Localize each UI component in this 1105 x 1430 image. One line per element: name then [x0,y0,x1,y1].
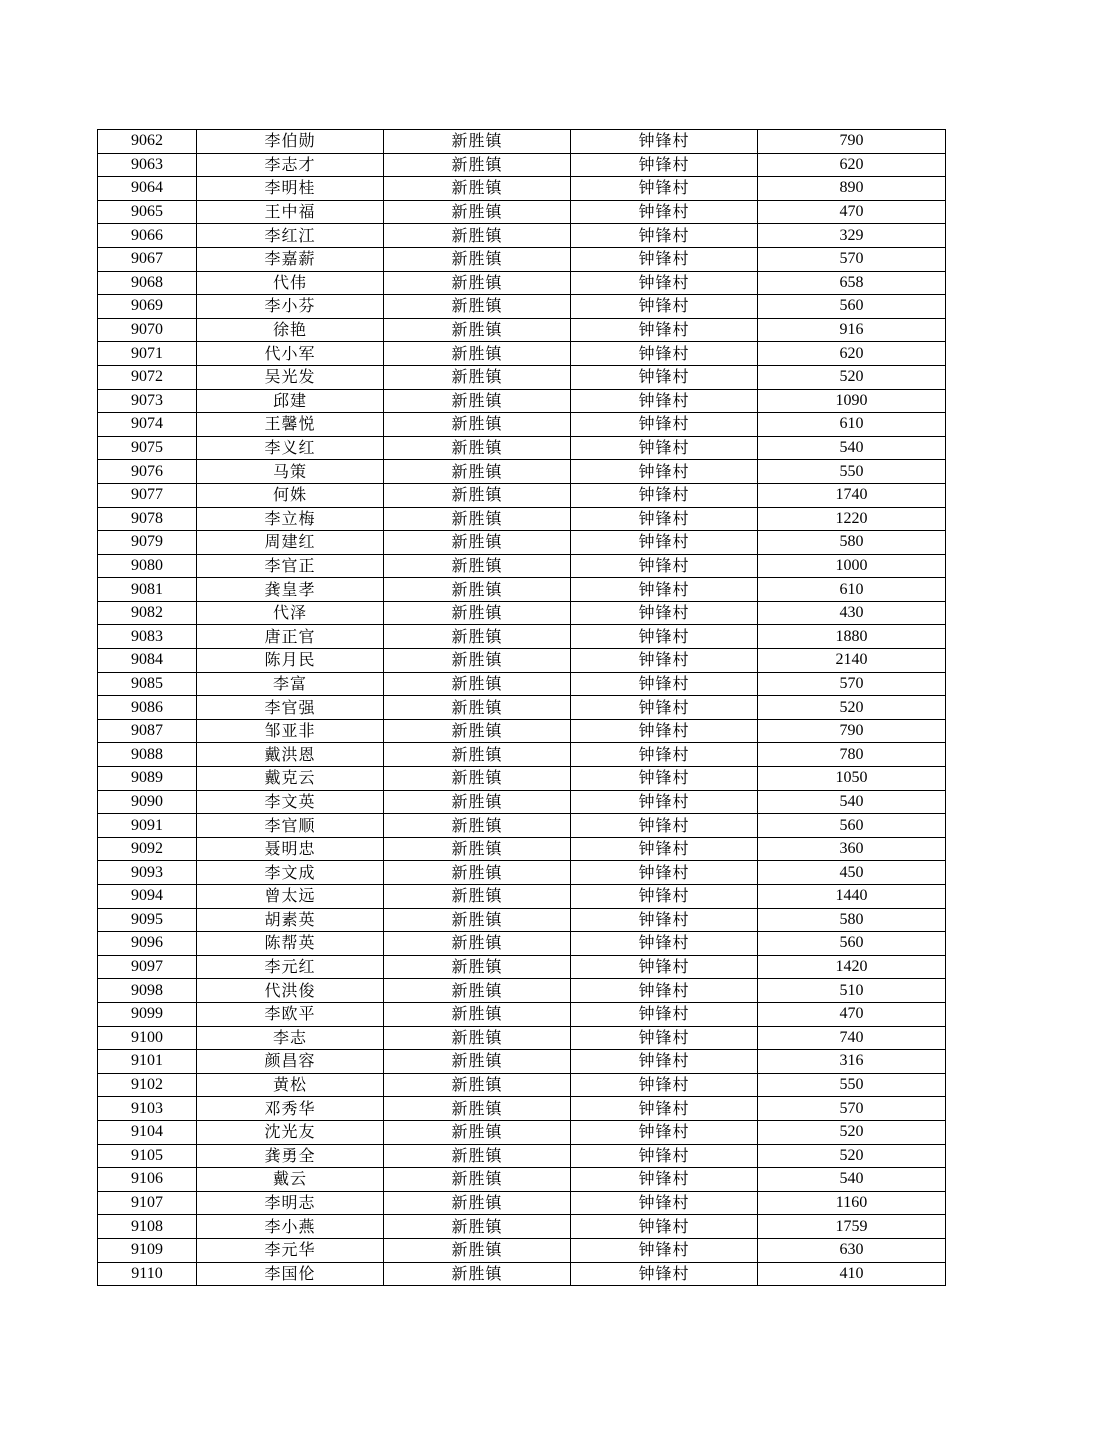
person-name-cell: 李嘉薪 [197,247,384,271]
table-row [98,153,946,177]
table-row [98,200,946,224]
person-name-cell: 何姝 [197,483,384,507]
serial-number-cell: 9098 [98,979,197,1003]
village-cell: 钟锋村 [571,767,758,791]
village-cell: 钟锋村 [571,1050,758,1074]
village-cell: 钟锋村 [571,837,758,861]
table-row [98,861,946,885]
town-cell: 新胜镇 [384,342,571,366]
serial-number-cell: 9080 [98,554,197,578]
person-name-cell: 戴克云 [197,767,384,791]
person-name-cell: 李官正 [197,554,384,578]
town-cell: 新胜镇 [384,696,571,720]
town-cell: 新胜镇 [384,625,571,649]
village-cell: 钟锋村 [571,696,758,720]
person-name-cell: 李文成 [197,861,384,885]
town-cell: 新胜镇 [384,460,571,484]
serial-number-cell: 9087 [98,719,197,743]
person-name-cell: 徐艳 [197,318,384,342]
town-cell: 新胜镇 [384,436,571,460]
amount-cell: 1880 [758,625,946,649]
person-name-cell: 李元华 [197,1238,384,1262]
amount-cell: 560 [758,295,946,319]
town-cell: 新胜镇 [384,554,571,578]
village-cell: 钟锋村 [571,365,758,389]
table-row [98,1215,946,1239]
amount-cell: 540 [758,790,946,814]
town-cell: 新胜镇 [384,601,571,625]
table-row [98,908,946,932]
serial-number-cell: 9099 [98,1002,197,1026]
table-row [98,955,946,979]
town-cell: 新胜镇 [384,790,571,814]
table-row [98,1168,946,1192]
person-name-cell: 李官顺 [197,814,384,838]
amount-cell: 1220 [758,507,946,531]
town-cell: 新胜镇 [384,224,571,248]
town-cell: 新胜镇 [384,1097,571,1121]
amount-cell: 1050 [758,767,946,791]
village-cell: 钟锋村 [571,1120,758,1144]
table-row [98,837,946,861]
table-body [98,130,946,1286]
person-name-cell: 李官强 [197,696,384,720]
town-cell: 新胜镇 [384,365,571,389]
person-name-cell: 李富 [197,672,384,696]
amount-cell: 470 [758,1002,946,1026]
village-cell: 钟锋村 [571,177,758,201]
village-cell: 钟锋村 [571,1262,758,1286]
table-row [98,814,946,838]
table-row [98,554,946,578]
amount-cell: 520 [758,1120,946,1144]
town-cell: 新胜镇 [384,177,571,201]
town-cell: 新胜镇 [384,130,571,154]
serial-number-cell: 9065 [98,200,197,224]
person-name-cell: 李元红 [197,955,384,979]
amount-cell: 316 [758,1050,946,1074]
person-name-cell: 王中福 [197,200,384,224]
amount-cell: 560 [758,932,946,956]
serial-number-cell: 9077 [98,483,197,507]
village-cell: 钟锋村 [571,601,758,625]
table-row [98,625,946,649]
town-cell: 新胜镇 [384,1168,571,1192]
person-name-cell: 邓秀华 [197,1097,384,1121]
amount-cell: 610 [758,578,946,602]
village-cell: 钟锋村 [571,885,758,909]
village-cell: 钟锋村 [571,247,758,271]
serial-number-cell: 9063 [98,153,197,177]
amount-cell: 620 [758,153,946,177]
table-row [98,1144,946,1168]
person-name-cell: 龚皇孝 [197,578,384,602]
village-cell: 钟锋村 [571,342,758,366]
amount-cell: 570 [758,247,946,271]
serial-number-cell: 9095 [98,908,197,932]
amount-cell: 1090 [758,389,946,413]
person-name-cell: 聂明忠 [197,837,384,861]
town-cell: 新胜镇 [384,861,571,885]
person-name-cell: 李文英 [197,790,384,814]
village-cell: 钟锋村 [571,814,758,838]
town-cell: 新胜镇 [384,1073,571,1097]
person-name-cell: 代洪俊 [197,979,384,1003]
village-cell: 钟锋村 [571,719,758,743]
person-name-cell: 胡素英 [197,908,384,932]
serial-number-cell: 9093 [98,861,197,885]
village-cell: 钟锋村 [571,625,758,649]
town-cell: 新胜镇 [384,389,571,413]
serial-number-cell: 9108 [98,1215,197,1239]
village-cell: 钟锋村 [571,743,758,767]
serial-number-cell: 9070 [98,318,197,342]
serial-number-cell: 9074 [98,413,197,437]
serial-number-cell: 9088 [98,743,197,767]
village-cell: 钟锋村 [571,483,758,507]
serial-number-cell: 9081 [98,578,197,602]
serial-number-cell: 9072 [98,365,197,389]
serial-number-cell: 9075 [98,436,197,460]
village-cell: 钟锋村 [571,1191,758,1215]
village-cell: 钟锋村 [571,1097,758,1121]
serial-number-cell: 9105 [98,1144,197,1168]
town-cell: 新胜镇 [384,1262,571,1286]
village-cell: 钟锋村 [571,153,758,177]
table-row [98,460,946,484]
amount-cell: 570 [758,1097,946,1121]
serial-number-cell: 9069 [98,295,197,319]
amount-cell: 550 [758,460,946,484]
person-name-cell: 代小军 [197,342,384,366]
serial-number-cell: 9062 [98,130,197,154]
town-cell: 新胜镇 [384,1026,571,1050]
serial-number-cell: 9076 [98,460,197,484]
village-cell: 钟锋村 [571,649,758,673]
serial-number-cell: 9097 [98,955,197,979]
village-cell: 钟锋村 [571,578,758,602]
amount-cell: 2140 [758,649,946,673]
town-cell: 新胜镇 [384,413,571,437]
table-row [98,743,946,767]
serial-number-cell: 9100 [98,1026,197,1050]
serial-number-cell: 9068 [98,271,197,295]
serial-number-cell: 9104 [98,1120,197,1144]
table-row [98,318,946,342]
serial-number-cell: 9094 [98,885,197,909]
table-row [98,1238,946,1262]
amount-cell: 630 [758,1238,946,1262]
amount-cell: 1000 [758,554,946,578]
person-name-cell: 马策 [197,460,384,484]
serial-number-cell: 9064 [98,177,197,201]
table-row [98,365,946,389]
table-row [98,436,946,460]
person-name-cell: 陈帮英 [197,932,384,956]
person-name-cell: 黄松 [197,1073,384,1097]
town-cell: 新胜镇 [384,979,571,1003]
serial-number-cell: 9083 [98,625,197,649]
table-row [98,932,946,956]
person-name-cell: 沈光友 [197,1120,384,1144]
table-row [98,224,946,248]
amount-cell: 890 [758,177,946,201]
town-cell: 新胜镇 [384,153,571,177]
person-name-cell: 李国伦 [197,1262,384,1286]
person-name-cell: 颜昌容 [197,1050,384,1074]
table-row [98,578,946,602]
table-row [98,295,946,319]
village-cell: 钟锋村 [571,200,758,224]
village-cell: 钟锋村 [571,1168,758,1192]
person-name-cell: 周建红 [197,531,384,555]
amount-cell: 740 [758,1026,946,1050]
serial-number-cell: 9096 [98,932,197,956]
person-name-cell: 龚勇全 [197,1144,384,1168]
town-cell: 新胜镇 [384,1120,571,1144]
person-name-cell: 戴云 [197,1168,384,1192]
town-cell: 新胜镇 [384,743,571,767]
town-cell: 新胜镇 [384,672,571,696]
town-cell: 新胜镇 [384,271,571,295]
serial-number-cell: 9082 [98,601,197,625]
amount-cell: 658 [758,271,946,295]
village-cell: 钟锋村 [571,932,758,956]
person-name-cell: 李明志 [197,1191,384,1215]
person-name-cell: 李小燕 [197,1215,384,1239]
village-cell: 钟锋村 [571,295,758,319]
person-name-cell: 李欧平 [197,1002,384,1026]
town-cell: 新胜镇 [384,247,571,271]
town-cell: 新胜镇 [384,507,571,531]
serial-number-cell: 9067 [98,247,197,271]
person-name-cell: 代伟 [197,271,384,295]
serial-number-cell: 9107 [98,1191,197,1215]
village-cell: 钟锋村 [571,1002,758,1026]
table-row [98,696,946,720]
town-cell: 新胜镇 [384,719,571,743]
town-cell: 新胜镇 [384,1191,571,1215]
town-cell: 新胜镇 [384,1238,571,1262]
amount-cell: 520 [758,696,946,720]
amount-cell: 620 [758,342,946,366]
table-row [98,1191,946,1215]
table-row [98,483,946,507]
village-cell: 钟锋村 [571,672,758,696]
town-cell: 新胜镇 [384,483,571,507]
amount-cell: 1440 [758,885,946,909]
table-row [98,672,946,696]
amount-cell: 360 [758,837,946,861]
village-cell: 钟锋村 [571,318,758,342]
serial-number-cell: 9090 [98,790,197,814]
town-cell: 新胜镇 [384,1002,571,1026]
village-cell: 钟锋村 [571,389,758,413]
person-name-cell: 邹亚非 [197,719,384,743]
village-cell: 钟锋村 [571,531,758,555]
amount-cell: 580 [758,908,946,932]
town-cell: 新胜镇 [384,767,571,791]
serial-number-cell: 9101 [98,1050,197,1074]
town-cell: 新胜镇 [384,814,571,838]
town-cell: 新胜镇 [384,1144,571,1168]
serial-number-cell: 9103 [98,1097,197,1121]
village-cell: 钟锋村 [571,224,758,248]
person-name-cell: 戴洪恩 [197,743,384,767]
person-name-cell: 吴光发 [197,365,384,389]
serial-number-cell: 9110 [98,1262,197,1286]
village-cell: 钟锋村 [571,413,758,437]
table-row [98,247,946,271]
person-name-cell: 曾太远 [197,885,384,909]
village-cell: 钟锋村 [571,130,758,154]
serial-number-cell: 9079 [98,531,197,555]
village-cell: 钟锋村 [571,1215,758,1239]
amount-cell: 570 [758,672,946,696]
amount-cell: 916 [758,318,946,342]
town-cell: 新胜镇 [384,531,571,555]
table-row [98,979,946,1003]
amount-cell: 610 [758,413,946,437]
person-name-cell: 邱建 [197,389,384,413]
table-row [98,885,946,909]
town-cell: 新胜镇 [384,578,571,602]
village-cell: 钟锋村 [571,271,758,295]
table-row [98,767,946,791]
amount-cell: 550 [758,1073,946,1097]
village-cell: 钟锋村 [571,979,758,1003]
serial-number-cell: 9071 [98,342,197,366]
village-cell: 钟锋村 [571,861,758,885]
amount-cell: 430 [758,601,946,625]
amount-cell: 790 [758,719,946,743]
table-row [98,790,946,814]
village-cell: 钟锋村 [571,1026,758,1050]
village-cell: 钟锋村 [571,436,758,460]
table-row [98,1097,946,1121]
table-row [98,177,946,201]
amount-cell: 790 [758,130,946,154]
table-row [98,649,946,673]
village-cell: 钟锋村 [571,507,758,531]
table-row [98,1073,946,1097]
village-cell: 钟锋村 [571,908,758,932]
amount-cell: 1420 [758,955,946,979]
person-name-cell: 李义红 [197,436,384,460]
town-cell: 新胜镇 [384,295,571,319]
table-row [98,1262,946,1286]
table-row [98,342,946,366]
serial-number-cell: 9092 [98,837,197,861]
amount-cell: 520 [758,365,946,389]
table-row [98,719,946,743]
amount-cell: 780 [758,743,946,767]
serial-number-cell: 9066 [98,224,197,248]
serial-number-cell: 9086 [98,696,197,720]
amount-cell: 540 [758,1168,946,1192]
town-cell: 新胜镇 [384,649,571,673]
serial-number-cell: 9109 [98,1238,197,1262]
village-cell: 钟锋村 [571,1144,758,1168]
village-cell: 钟锋村 [571,1238,758,1262]
amount-cell: 470 [758,200,946,224]
village-cell: 钟锋村 [571,955,758,979]
amount-cell: 450 [758,861,946,885]
serial-number-cell: 9084 [98,649,197,673]
town-cell: 新胜镇 [384,1215,571,1239]
amount-cell: 1160 [758,1191,946,1215]
town-cell: 新胜镇 [384,200,571,224]
table-row [98,1002,946,1026]
serial-number-cell: 9085 [98,672,197,696]
person-name-cell: 李明桂 [197,177,384,201]
subsidy-register-table [97,129,946,1286]
village-cell: 钟锋村 [571,460,758,484]
amount-cell: 1759 [758,1215,946,1239]
amount-cell: 520 [758,1144,946,1168]
person-name-cell: 李志才 [197,153,384,177]
table-row [98,271,946,295]
town-cell: 新胜镇 [384,885,571,909]
table-row [98,531,946,555]
serial-number-cell: 9078 [98,507,197,531]
person-name-cell: 唐正官 [197,625,384,649]
table-row [98,413,946,437]
person-name-cell: 李小芬 [197,295,384,319]
table-row [98,389,946,413]
serial-number-cell: 9102 [98,1073,197,1097]
table-row [98,1026,946,1050]
town-cell: 新胜镇 [384,908,571,932]
table-row [98,1120,946,1144]
serial-number-cell: 9091 [98,814,197,838]
person-name-cell: 李红江 [197,224,384,248]
serial-number-cell: 9089 [98,767,197,791]
village-cell: 钟锋村 [571,554,758,578]
amount-cell: 580 [758,531,946,555]
town-cell: 新胜镇 [384,932,571,956]
amount-cell: 540 [758,436,946,460]
town-cell: 新胜镇 [384,1050,571,1074]
serial-number-cell: 9106 [98,1168,197,1192]
person-name-cell: 李立梅 [197,507,384,531]
person-name-cell: 李志 [197,1026,384,1050]
person-name-cell: 李伯勋 [197,130,384,154]
amount-cell: 560 [758,814,946,838]
person-name-cell: 代泽 [197,601,384,625]
town-cell: 新胜镇 [384,955,571,979]
town-cell: 新胜镇 [384,318,571,342]
amount-cell: 410 [758,1262,946,1286]
table-row [98,601,946,625]
person-name-cell: 陈月民 [197,649,384,673]
person-name-cell: 王馨悦 [197,413,384,437]
serial-number-cell: 9073 [98,389,197,413]
table-row [98,507,946,531]
town-cell: 新胜镇 [384,837,571,861]
table-row [98,130,946,154]
table-row [98,1050,946,1074]
village-cell: 钟锋村 [571,1073,758,1097]
amount-cell: 329 [758,224,946,248]
amount-cell: 1740 [758,483,946,507]
amount-cell: 510 [758,979,946,1003]
village-cell: 钟锋村 [571,790,758,814]
